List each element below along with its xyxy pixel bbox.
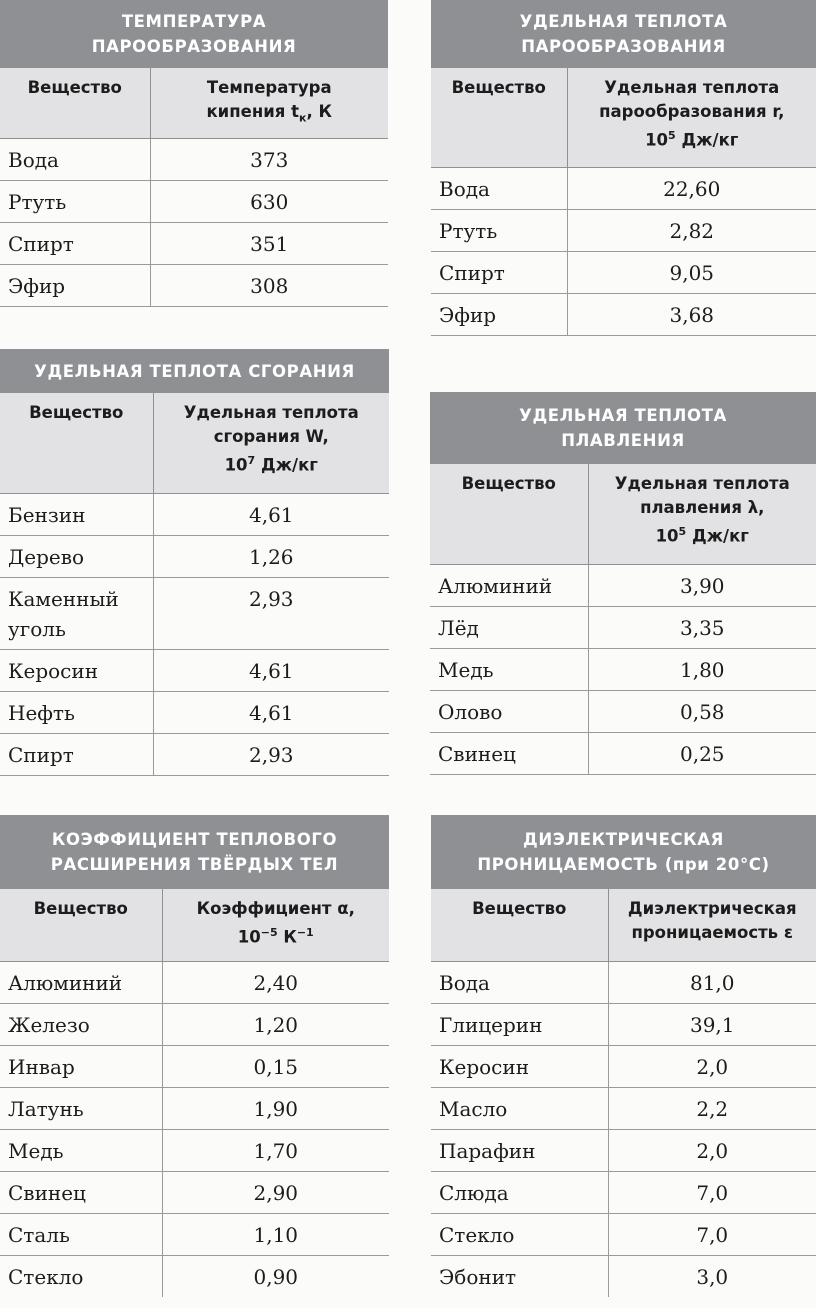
table-row	[431, 1045, 816, 1087]
title-line: УДЕЛЬНАЯ ТЕПЛОТА	[519, 12, 728, 31]
value-cell: 1,70	[162, 1129, 389, 1171]
table-row	[0, 1171, 389, 1213]
header-line: Удельная теплота	[604, 78, 780, 97]
header-line: Диэлектрическая	[627, 899, 797, 918]
substance-cell: Железо	[0, 1003, 162, 1045]
table-row	[0, 691, 389, 733]
value-cell: 22,60	[567, 167, 816, 209]
header-unit-base: 10	[655, 526, 679, 546]
substance-cell: Вода	[431, 961, 608, 1003]
table-row	[430, 690, 816, 732]
column-header-value	[567, 68, 816, 167]
substance-cell: Парафин	[431, 1129, 608, 1171]
column-header-substance: Вещество	[431, 889, 608, 961]
table-title	[0, 0, 388, 68]
column-header-value	[608, 889, 816, 961]
table-row	[0, 1003, 389, 1045]
substance-cell: Спирт	[0, 222, 150, 264]
title-line: УДЕЛЬНАЯ ТЕПЛОТА	[519, 406, 727, 425]
substance-cell: Каменный уголь	[0, 577, 153, 649]
column-header-value	[162, 889, 389, 961]
value-cell: 1,80	[588, 648, 816, 690]
header-unit: К	[277, 927, 297, 947]
substance-cell: Лёд	[430, 606, 588, 648]
value-cell: 7,0	[608, 1213, 816, 1255]
table-row	[0, 180, 388, 222]
header-unit-base: 10	[224, 455, 248, 475]
header-unit: Дж/кг	[686, 526, 749, 546]
table-row	[0, 138, 388, 180]
title-line: РАСШИРЕНИЯ ТВЁРДЫХ ТЕЛ	[50, 855, 339, 874]
header-line: плавления λ,	[640, 498, 765, 517]
title-line: КОЭФФИЦИЕНТ ТЕПЛОВОГО	[51, 830, 338, 849]
substance-cell: Керосин	[0, 649, 153, 691]
table-title	[0, 349, 389, 393]
substance-cell: Эбонит	[431, 1255, 608, 1297]
substance-cell: Эфир	[431, 293, 567, 335]
header-line: Температура	[206, 78, 332, 97]
value-cell: 0,58	[588, 690, 816, 732]
column-header-substance: Вещество	[0, 393, 153, 493]
column-header-value	[588, 464, 816, 564]
value-cell: 2,0	[608, 1129, 816, 1171]
table-row	[431, 1003, 816, 1045]
substance-cell: Глицерин	[431, 1003, 608, 1045]
value-cell: 1,90	[162, 1087, 389, 1129]
substance-cell: Слюда	[431, 1171, 608, 1213]
value-cell: 2,93	[153, 577, 389, 649]
column-header-value	[150, 68, 388, 138]
header-line: кипения t	[206, 102, 300, 121]
header-unit: , К	[306, 102, 332, 121]
column-header-value	[153, 393, 389, 493]
table-row	[431, 1255, 816, 1297]
substance-cell: Керосин	[431, 1045, 608, 1087]
table-row	[430, 564, 816, 606]
table-row	[0, 577, 389, 649]
table-row	[0, 535, 389, 577]
table-row	[431, 209, 816, 251]
column-header-substance: Вещество	[0, 889, 162, 961]
title-line: ТЕМПЕРАТУРА	[121, 12, 267, 31]
header-exponent: −5	[260, 926, 278, 939]
vaporization-heat-table	[431, 0, 816, 336]
value-cell: 1,26	[153, 535, 389, 577]
value-cell: 7,0	[608, 1171, 816, 1213]
value-cell: 81,0	[608, 961, 816, 1003]
table-row	[0, 1045, 389, 1087]
table-title	[431, 0, 816, 68]
table-row	[0, 961, 389, 1003]
substance-cell: Нефть	[0, 691, 153, 733]
header-unit-base: 10	[237, 927, 261, 947]
boiling-point-table	[0, 0, 388, 307]
title-line: ПАРООБРАЗОВАНИЯ	[91, 37, 297, 56]
header-exponent: −1	[296, 926, 314, 939]
table-row	[431, 167, 816, 209]
table-row	[431, 251, 816, 293]
substance-cell: Спирт	[0, 733, 153, 775]
value-cell: 2,90	[162, 1171, 389, 1213]
header-unit: Дж/кг	[675, 130, 739, 150]
table-title	[0, 815, 389, 889]
substance-cell: Ртуть	[0, 180, 150, 222]
thermal-expansion-table	[0, 815, 389, 1297]
column-header-substance: Вещество	[0, 68, 150, 138]
substance-cell: Алюминий	[430, 564, 588, 606]
table-row	[0, 264, 388, 306]
title-line: ПЛАВЛЕНИЯ	[561, 431, 685, 450]
header-exponent: 5	[668, 129, 676, 142]
value-cell: 373	[150, 138, 388, 180]
value-cell: 0,25	[588, 732, 816, 774]
substance-cell: Олово	[430, 690, 588, 732]
value-cell: 351	[150, 222, 388, 264]
column-header-substance: Вещество	[430, 464, 588, 564]
header-unit: Дж/кг	[255, 455, 318, 475]
value-cell: 4,61	[153, 649, 389, 691]
substance-cell: Медь	[430, 648, 588, 690]
substance-cell: Масло	[431, 1087, 608, 1129]
title-line: ПАРООБРАЗОВАНИЯ	[521, 37, 726, 56]
value-cell: 3,35	[588, 606, 816, 648]
substance-cell: Эфир	[0, 264, 150, 306]
substance-cell: Бензин	[0, 493, 153, 535]
table-row	[0, 1255, 389, 1297]
value-cell: 4,61	[153, 493, 389, 535]
value-cell: 3,90	[588, 564, 816, 606]
header-line: Удельная теплота	[614, 474, 790, 493]
table-row	[0, 1087, 389, 1129]
substance-cell: Алюминий	[0, 961, 162, 1003]
table-row	[0, 493, 389, 535]
header-line: Удельная теплота	[183, 403, 359, 422]
value-cell: 308	[150, 264, 388, 306]
table-row	[431, 1129, 816, 1171]
title-line: ДИЭЛЕКТРИЧЕСКАЯ	[523, 830, 724, 849]
header-line: парообразования r,	[599, 102, 785, 121]
title-line: УДЕЛЬНАЯ ТЕПЛОТА СГОРАНИЯ	[34, 361, 355, 381]
table-row	[0, 1213, 389, 1255]
value-cell: 630	[150, 180, 388, 222]
substance-cell: Вода	[431, 167, 567, 209]
table-row	[431, 1213, 816, 1255]
header-unit-base: 10	[645, 130, 669, 150]
value-cell: 1,20	[162, 1003, 389, 1045]
substance-cell: Сталь	[0, 1213, 162, 1255]
substance-cell: Инвар	[0, 1045, 162, 1087]
header-subscript: к	[299, 111, 307, 125]
table-row	[431, 1171, 816, 1213]
value-cell: 0,15	[162, 1045, 389, 1087]
substance-cell: Свинец	[0, 1171, 162, 1213]
table-row	[431, 1087, 816, 1129]
value-cell: 2,93	[153, 733, 389, 775]
table-row	[431, 293, 816, 335]
substance-cell: Спирт	[431, 251, 567, 293]
value-cell: 9,05	[567, 251, 816, 293]
value-cell: 1,10	[162, 1213, 389, 1255]
value-cell: 4,61	[153, 691, 389, 733]
substance-cell: Стекло	[0, 1255, 162, 1297]
value-cell: 2,0	[608, 1045, 816, 1087]
table-row	[0, 733, 389, 775]
table-row	[0, 222, 388, 264]
table-row	[0, 649, 389, 691]
substance-cell: Стекло	[431, 1213, 608, 1255]
substance-cell: Дерево	[0, 535, 153, 577]
value-cell: 39,1	[608, 1003, 816, 1045]
table-title	[431, 815, 816, 889]
header-exponent: 5	[678, 525, 687, 538]
header-line: Коэффициент α,	[196, 899, 355, 918]
table-row	[430, 648, 816, 690]
permittivity-table	[431, 815, 816, 1297]
substance-cell: Ртуть	[431, 209, 567, 251]
combustion-heat-table	[0, 349, 389, 776]
value-cell: 0,90	[253, 1264, 299, 1289]
header-exponent: 7	[247, 454, 256, 467]
substance-cell: Медь	[0, 1129, 162, 1171]
column-header-substance: Вещество	[431, 68, 567, 167]
header-line: сгорания W,	[213, 427, 329, 446]
substance-cell: Вода	[0, 138, 150, 180]
value-cell: 2,2	[608, 1087, 816, 1129]
value-cell: 2,82	[567, 209, 816, 251]
title-line: ПРОНИЦАЕМОСТЬ (при 20°С)	[477, 855, 770, 874]
substance-cell: Свинец	[430, 732, 588, 774]
table-title	[430, 392, 816, 464]
table-row	[431, 961, 816, 1003]
value-cell: 2,40	[162, 961, 389, 1003]
substance-cell: Латунь	[0, 1087, 162, 1129]
table-row	[0, 1129, 389, 1171]
value-cell: 3,68	[567, 293, 816, 335]
header-line: проницаемость ε	[631, 923, 794, 942]
table-row	[430, 732, 816, 774]
melting-heat-table	[430, 392, 816, 775]
table-row	[430, 606, 816, 648]
value-cell: 3,0	[696, 1264, 729, 1289]
